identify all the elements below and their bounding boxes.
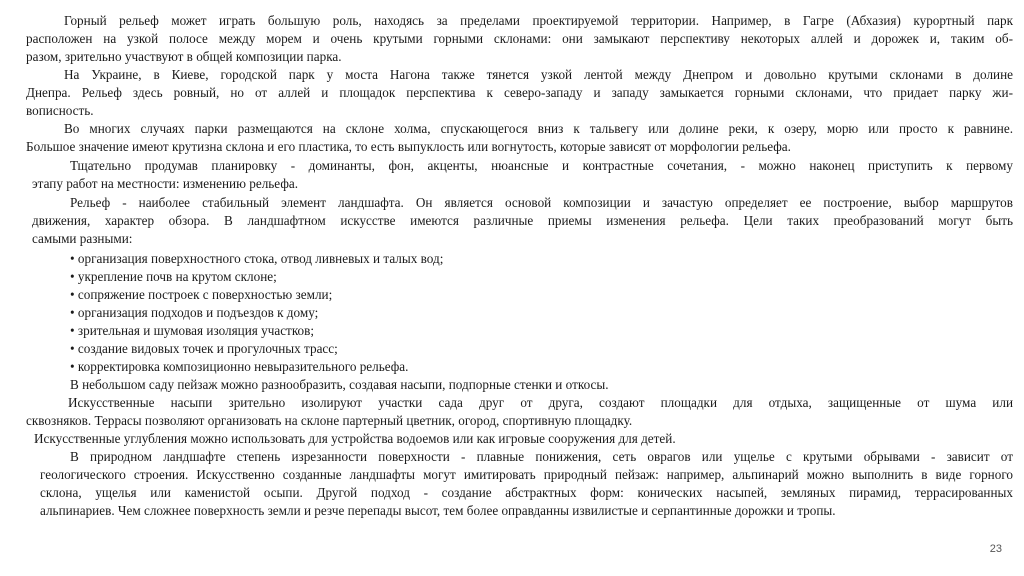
page-number: 23 <box>989 543 1002 555</box>
bullet-item: • сопряжение построек с поверхностью земли; <box>70 287 333 302</box>
text-line: На Украине, в Киеве, городской парк у моста Нагона также тянется узкой лентой между Днепром и довольно крутыми склонами в долине <box>64 67 1013 82</box>
text-line: Во многих случаях парки размещаются на склоне холма, спускающегося вниз к тальвегу или долине реки, к озеру, морю или просто к равнине. <box>64 121 1013 136</box>
text-line: разом, зрительно участвуют в общей композиции парка. <box>26 49 342 64</box>
bullet-item: • создание видовых точек и прогулочных трасс; <box>70 341 338 356</box>
text-line: В природном ландшафте степень изрезанности поверхности - плавные понижения, сеть оврагов или ущелье с крутыми обрывами - зависит от <box>70 449 1013 464</box>
text-line: В небольшом саду пейзаж можно разнообразить, создавая насыпи, подпорные стенки и откосы. <box>70 377 609 392</box>
bullet-item: • укрепление почв на крутом склоне; <box>70 269 277 284</box>
text-line: Горный рельеф может играть большую роль, находясь за пределами проектируемой территории. Например, в Гагре (Абхазия) курортный парк <box>64 13 1013 28</box>
text-line: движения, характер обзора. В ландшафтном искусстве имеются различные приемы изменения рельефа. Цели таких преобразований могут быть <box>32 213 1013 228</box>
bullet-item: • организация подходов и подъездов к дому; <box>70 305 319 320</box>
text-line: самыми разными: <box>32 231 133 246</box>
text-line: Искусственные насыпи зрительно изолируют участки сада друг от друга, создают площадки для отдыха, защищенные от шума или <box>68 395 1013 410</box>
text-line: Большое значение имеют крутизна склона и его пластика, то есть выпуклость или вогнутость, которые зависят от морфологии рельефа. <box>26 139 791 154</box>
bullet-item: • корректировка композиционно невыразительного рельефа. <box>70 359 409 374</box>
text-line: расположен на узкой полосе между морем и очень крутыми горными склонами: они замыкают перспективу некоторых аллей и дорожек и, таким об- <box>26 31 1013 46</box>
text-line: Искусственные углубления можно использовать для устройства водоемов или как игровые сооружения для детей. <box>34 431 676 446</box>
text-line: альпинариев. Чем сложнее поверхность земли и резче перепады высот, тем более оправданны извилистые и серпантинные дорожки и тропы. <box>40 503 836 518</box>
text-line: Рельеф - наиболее стабильный элемент ландшафта. Он является основой композиции и зачастую определяет ее построение, выбор маршрутов <box>70 195 1013 210</box>
text-line: склона, ущелья или каменистой осыпи. Другой подход - создание абстрактных форм: конических насыпей, земляных пирамид, террасированных <box>40 485 1013 500</box>
text-line: вописность. <box>26 103 94 118</box>
bullet-item: • зрительная и шумовая изоляция участков; <box>70 323 315 338</box>
text-line: сквозняков. Террасы позволяют организовать на склоне партерный цветник, огород, спортивную площадку. <box>26 413 633 428</box>
text-line: геологического строения. Искусственно созданные ландшафты могут имитировать природный пейзаж: например, альпинарий можно выполнить в виде горного <box>40 467 1013 482</box>
text-line: этапу работ на местности: изменению рельефа. <box>32 176 299 191</box>
text-line: Тщательно продумав планировку - доминанты, фон, акценты, нюансные и контрастные сочетания, - можно наконец приступить к первому <box>70 158 1013 173</box>
text-line: Днепра. Рельеф здесь ровный, но от аллей и площадок перспектива к северо-западу и западу замыкается горными склонами, что придает парку жи- <box>26 85 1013 100</box>
bullet-item: • организация поверхностного стока, отвод ливневых и талых вод; <box>70 251 444 266</box>
